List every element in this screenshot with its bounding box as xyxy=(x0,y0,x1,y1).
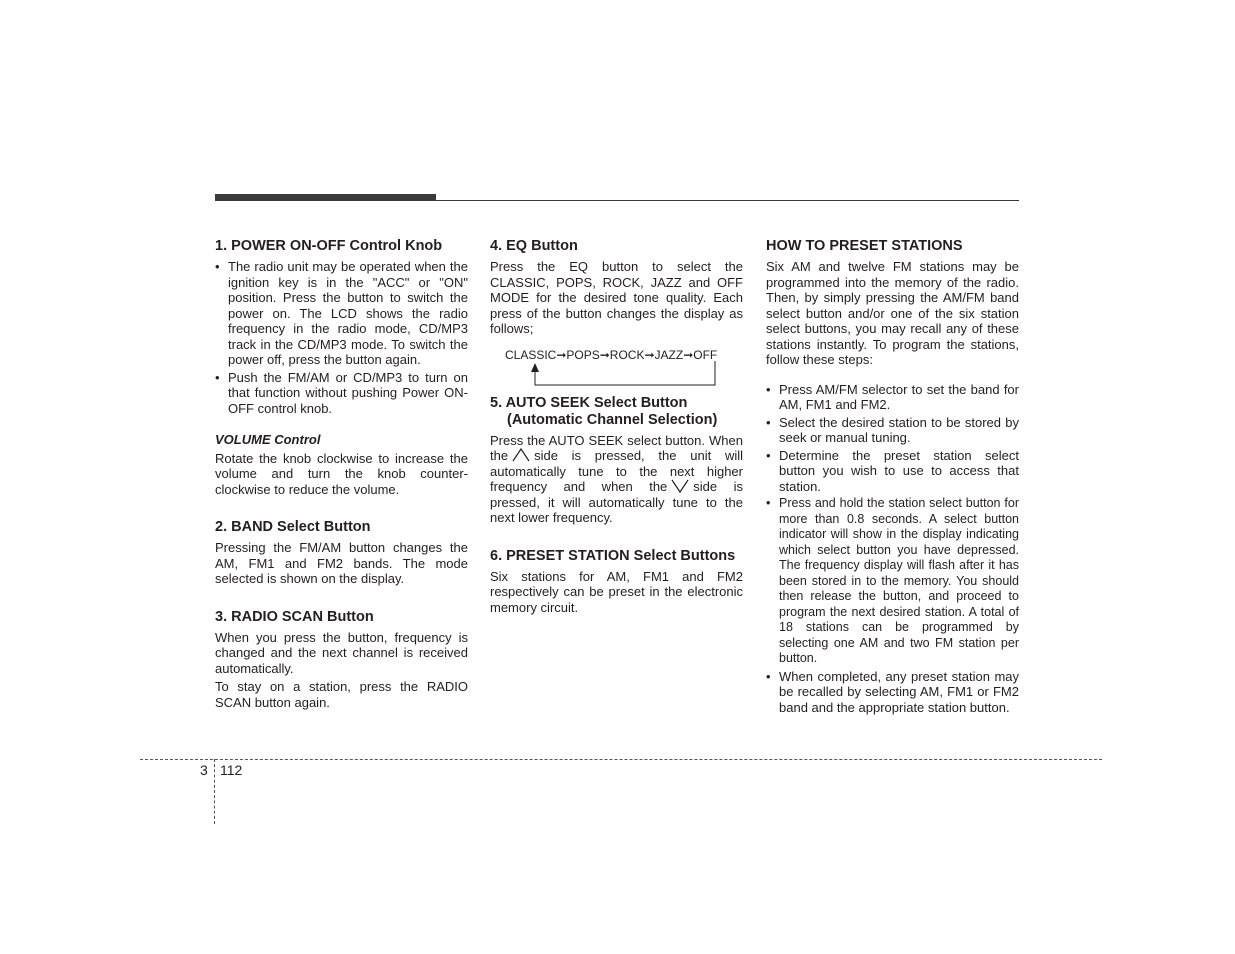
seek-up-icon xyxy=(512,448,530,462)
chapter-number: 3 xyxy=(200,762,208,778)
list-item: • Select the desired station to be stored by seek or manual tuning. xyxy=(766,415,1019,446)
list-item: • The radio unit may be operated when the ignition key is in the "ACC" or "ON" position. Press the button to switch the power on. The LCD shows the radio frequency in the radio mode, CD/MP3 track in the CD/MP3 mode. To switch the power off, press the button again. xyxy=(215,259,468,368)
section-seek-title: 5. AUTO SEEK Select Button (Automatic Channel Selection) xyxy=(490,394,718,428)
section-scan-title: 3. RADIO SCAN Button xyxy=(215,608,374,625)
scan-text-2: To stay on a station, press the RADIO SCAN button again. xyxy=(215,679,468,710)
preset-text: Six stations for AM, FM1 and FM2 respectively can be preset in the electronic memory circuit. xyxy=(490,568,743,615)
scan-text-1: When you press the button, frequency is changed and the next channel is received automatically. xyxy=(215,629,468,676)
page-number: 112 xyxy=(220,762,243,778)
preset-steps-list xyxy=(766,382,1019,716)
list-item: • Determine the preset station select button you wish to use to access that station. xyxy=(766,448,1019,495)
section-band-title: 2. BAND Select Button xyxy=(215,519,371,535)
footer-divider xyxy=(214,759,215,824)
list-item: • Press and hold the station select button for more than 0.8 seconds. A select button indicator will show in the display indicating which select button you have depressed. The frequency display will flash after it has been stored in to the memory. You should then release the button, and proceed to program the next desired station. A total of 18 stations can be programmed by selecting one AM and two FM station per button. xyxy=(766,496,1019,667)
list-item: • Press AM/FM selector to set the band for AM, FM1 and FM2. xyxy=(766,382,1019,413)
footer-rule xyxy=(140,759,1102,760)
how-to-preset-title: HOW TO PRESET STATIONS xyxy=(766,238,963,254)
volume-subtitle: VOLUME Control xyxy=(215,432,321,447)
eq-cycle-diagram xyxy=(490,345,743,389)
volume-text: Rotate the knob clockwise to increase the volume and turn the knob counter-clockwise to reduce the volume. xyxy=(215,450,468,497)
column-right xyxy=(766,238,1019,717)
seek-down-icon xyxy=(671,479,689,493)
eq-text: Press the EQ button to select the CLASSIC, POPS, ROCK, JAZZ and OFF MODE for the desired tone quality. Each press of the button changes the display as follows; xyxy=(490,259,743,336)
section-eq-title: 4. EQ Button xyxy=(490,238,578,254)
band-text: Pressing the FM/AM button changes the AM, FM1 and FM2 bands. The mode selected is shown on the display. xyxy=(215,540,468,586)
header-rule xyxy=(215,200,1019,201)
section-preset-title: 6. PRESET STATION Select Buttons xyxy=(490,547,736,564)
list-item: • When completed, any preset station may be recalled by selecting AM, FM1 or FM2 band and the appropriate station button. xyxy=(766,669,1019,716)
section-power-title: 1. POWER ON-OFF Control Knob xyxy=(215,238,443,254)
list-item: • Push the FM/AM or CD/MP3 to turn on that function without pushing Power ON-OFF control knob. xyxy=(215,370,468,417)
column-left xyxy=(215,238,468,710)
eq-sequence: CLASSIC➞POPS➞ROCK➞JAZZ➞OFF xyxy=(505,347,718,362)
power-bullet-list xyxy=(215,259,468,416)
column-middle xyxy=(490,238,743,615)
how-to-preset-intro: Six AM and twelve FM stations may be programmed into the memory of the radio. Then, by simply pressing the AM/FM band select button and/or one of the six station select buttons, you may recall any of these stations instantly. To program the stations, follow these steps: xyxy=(766,259,1019,367)
seek-text: Press the AUTO SEEK select button. When the side is pressed, the unit will automatically tune to the next higher frequency and when the side is pressed, it will automatically tune to the next lower frequency. xyxy=(490,432,743,525)
